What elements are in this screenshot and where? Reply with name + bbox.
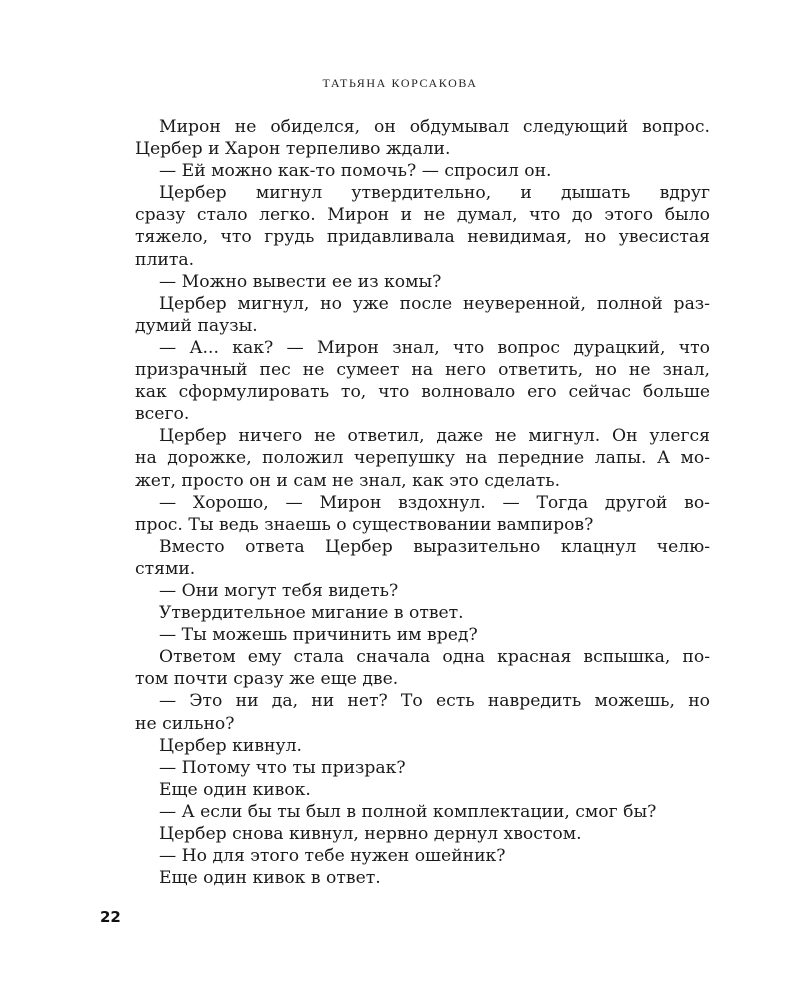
text-line: Цербер ничего не ответил, даже не мигнул. Он улегся: [159, 426, 710, 447]
text-line: жет, просто он и сам не знал, как это сделать.: [135, 470, 561, 491]
text-line: думий паузы.: [135, 315, 258, 336]
text-line: Цербер и Харон терпеливо ждали.: [135, 139, 451, 160]
text-line: Цербер кивнул.: [159, 735, 302, 756]
text-line: — А если бы ты был в полной комплектации, смог бы?: [159, 801, 657, 822]
text-line: сразу стало легко. Мирон и не думал, что до этого было: [135, 205, 710, 226]
text-line: — Можно вывести ее из комы?: [159, 271, 442, 292]
text-line: тяжело, что грудь придавливала невидимая, но увесистая: [135, 227, 710, 248]
running-head-author: ТАТЬЯНА КОРСАКОВА: [322, 76, 478, 90]
body-text: [135, 116, 710, 889]
text-line: — Потому что ты призрак?: [159, 757, 406, 778]
text-line: — Это ни да, ни нет? То есть навредить можешь, но: [159, 691, 710, 712]
text-line: — Они могут тебя видеть?: [159, 580, 399, 601]
text-line: не сильно?: [135, 713, 235, 734]
text-line: Цербер мигнул, но уже после неуверенной, полной раз-: [159, 293, 710, 314]
text-line: Ответом ему стала сначала одна красная вспышка, по-: [159, 647, 710, 668]
text-line: — А... как? — Мирон знал, что вопрос дурацкий, что: [159, 337, 710, 358]
text-line: — Ей можно как-то помочь? — спросил он.: [159, 161, 552, 182]
text-line: плита.: [135, 249, 195, 270]
text-line: всего.: [135, 404, 190, 425]
text-line: Мирон не обиделся, он обдумывал следующий вопрос.: [159, 117, 710, 137]
text-line: — Ты можешь причинить им вред?: [159, 625, 478, 646]
text-line: Утвердительное мигание в ответ.: [159, 603, 464, 624]
text-line: Вместо ответа Цербер выразительно клацнул челю-: [159, 536, 710, 557]
text-line: стями.: [135, 558, 196, 579]
text-line: Цербер мигнул утвердительно, и дышать вдруг: [159, 183, 710, 204]
text-line: Еще один кивок.: [159, 779, 311, 800]
page-number: 22: [100, 908, 121, 926]
text-line: Еще один кивок в ответ.: [159, 868, 381, 889]
text-line: — Но для этого тебе нужен ошейник?: [159, 846, 506, 867]
text-line: как сформулировать то, что волновало его сейчас больше: [135, 382, 710, 403]
text-line: — Хорошо, — Мирон вздохнул. — Тогда другой во-: [159, 492, 710, 513]
text-line: Цербер снова кивнул, нервно дернул хвостом.: [159, 824, 582, 844]
text-line: призрачный пес не сумеет на него ответить, но не знал,: [135, 360, 710, 381]
text-line: прос. Ты ведь знаешь о существовании вампиров?: [135, 514, 594, 535]
text-line: на дорожке, положил черепушку на передние лапы. А мо-: [135, 448, 710, 469]
text-line: том почти сразу же еще две.: [135, 669, 399, 690]
